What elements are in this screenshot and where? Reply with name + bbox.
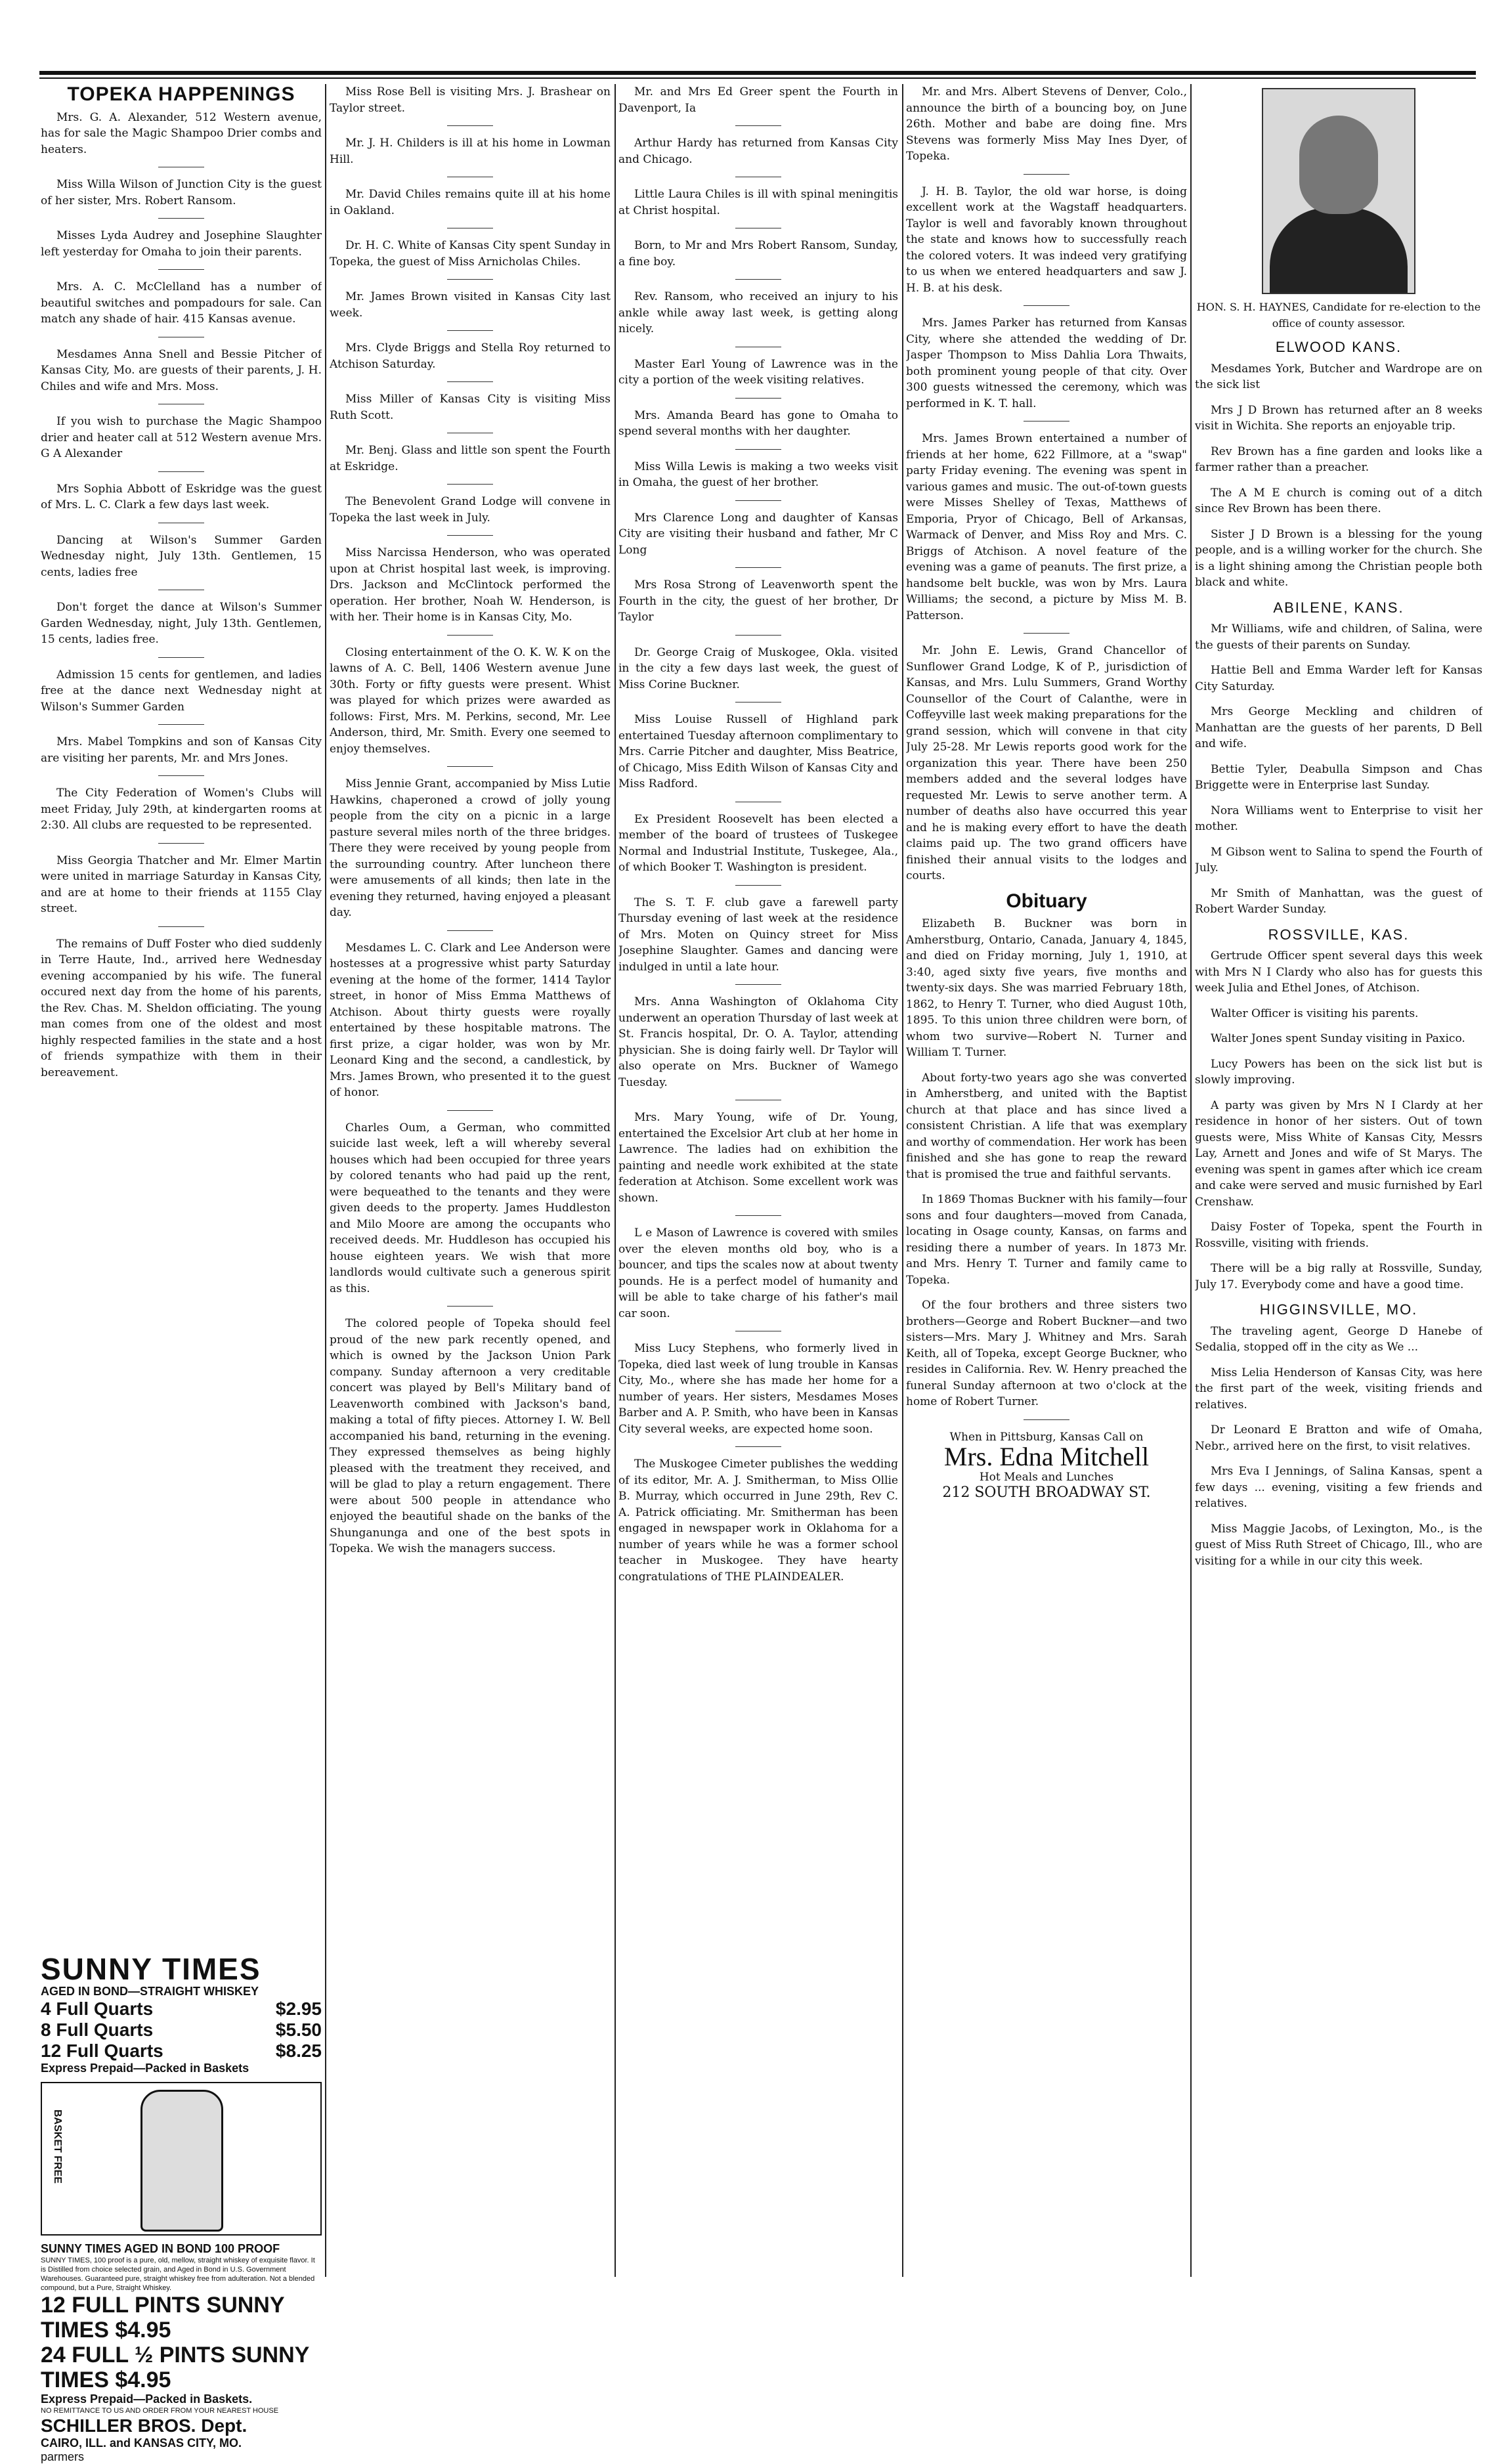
- news-item: Mr. John E. Lewis, Grand Chancellor of Sunflower Grand Lodge, K of P., jurisdiction of Kansas, and Mrs. Lulu Summers, Grand Worthy Counsellor of the Court of Calanthe, were in Coffeyville last week making preparations for the grand session, which will convene in that city July 25-28. Mr Lewis reports good work for the organization this year. There have been 250 members added and the several lodges have requested Mr. Lewis to serve another term. A number of deaths also have occurred this year and he is making every effort to have the death claims paid up. The two grand officers have finished their annual visits to the lodges and courts.: [906, 644, 1187, 882]
- news-item: Mr. and Mrs. Albert Stevens of Denver, Colo., announce the birth of a bouncing boy, on June 26th. Mother and babe are doing fine. Mrs Stevens was formerly Miss May Ines Dyer, of Topeka.: [906, 85, 1187, 163]
- separator: [735, 984, 781, 985]
- ad-offer: 12 FULL PINTS SUNNY TIMES $4.95: [41, 2293, 284, 2343]
- separator: [447, 381, 493, 382]
- separator: [158, 218, 204, 219]
- news-item: Mrs. Mary Young, wife of Dr. Young, entertained the Excelsior Art club at her home in Lawrence. The ladies had on exhibition the painting and needle work exhibited at the state federation at Atchison. Some excellent work was shown.: [618, 1111, 898, 1205]
- news-item: Misses Lyda Audrey and Josephine Slaughter left yesterday for Omaha to join their parents.: [41, 229, 322, 259]
- column-3-items: [618, 84, 898, 1585]
- news-item: Mesdames L. C. Clark and Lee Anderson were hostesses at a progressive whist party Saturday evening at the home of the former, 1414 Taylor street, in honor of Miss Emma Matthews of Atchison. About thirty guests were royally entertained by these hospitable matrons. The first prize, a cigar holder, was won by Mr. Leonard King and the second, a candlestick, by Mrs. James Brown, who presented it to the guest of honor.: [330, 941, 611, 1099]
- ad-price-row: 12 Full Quarts $8.25: [41, 2041, 322, 2061]
- ad-prepaid: Express Prepaid—Packed in Baskets.: [41, 2392, 253, 2406]
- news-item: Mrs. Mabel Tompkins and son of Kansas City are visiting her parents, Mr. and Mrs Jones.: [41, 735, 322, 765]
- news-item: Mr. and Mrs Ed Greer spent the Fourth in Davenport, Ia: [618, 85, 898, 115]
- separator: [735, 449, 781, 450]
- separator: [447, 930, 493, 931]
- news-item: The remains of Duff Foster who died suddenly in Terre Haute, Ind., arrived here Wednesday evening accompanied by his wife. The funeral occured next day from the home of his parents, the Rev. Chas. M. Sheldon officiating. The young man comes from one of the oldest and most highly respected families in the state and a host of friends sympathize with them in their bereavement.: [41, 937, 322, 1079]
- news-item: Rev Brown has a fine garden and looks like a farmer rather than a preacher.: [1195, 444, 1482, 474]
- separator: [447, 1306, 493, 1307]
- column-divider: [902, 84, 903, 2277]
- news-item: M Gibson went to Salina to spend the Fourth of July.: [1195, 845, 1482, 875]
- separator: [735, 885, 781, 886]
- separator: [447, 635, 493, 636]
- separator: [447, 279, 493, 280]
- news-item: Miss Georgia Thatcher and Mr. Elmer Martin were united in marriage Saturday in Kansas City, and are at home to their friends at 1155 Clay street.: [41, 854, 322, 915]
- news-item: Master Earl Young of Lawrence was in the city a portion of the week visiting relatives.: [618, 357, 898, 387]
- ad-price-row: 8 Full Quarts $5.50: [41, 2020, 322, 2040]
- locality-heading: ABILENE, KANS.: [1273, 599, 1404, 616]
- news-item: Daisy Foster of Topeka, spent the Fourth in Rossville, visiting with friends.: [1195, 1221, 1482, 1250]
- separator: [735, 1215, 781, 1216]
- news-item: Mrs. G. A. Alexander, 512 Western avenue, has for sale the Magic Shampoo Drier combs and heaters.: [41, 110, 322, 156]
- separator: [158, 269, 204, 270]
- news-item: Born, to Mr and Mrs Robert Ransom, Sunday, a fine boy.: [618, 239, 898, 269]
- separator: [447, 1110, 493, 1111]
- obituary-heading: Obituary: [1006, 890, 1087, 912]
- ad-title: SUNNY TIMES: [41, 1952, 261, 1986]
- advert-address: 212 SOUTH BROADWAY ST.: [942, 1484, 1151, 1501]
- separator: [735, 500, 781, 501]
- column-4: [906, 84, 1187, 2270]
- news-item: The Muskogee Cimeter publishes the wedding of its editor, Mr. A. J. Smitherman, to Miss Ollie B. Murray, which occurred in June 29th, Rev C. A. Patrick officiating. Mr. Smitherman has been engaged in newspaper work in Oklahoma for a number of years while he was a former school teacher in Muskogee. They have hearty congratulations of THE PLAINDEALER.: [618, 1458, 898, 1584]
- portrait-head: [1299, 116, 1378, 214]
- news-item: Mrs. James Brown entertained a number of friends at her home, 622 Fillmore, at a "swap" party Friday evening. The evening was spent in various games and music. The out-of-town guests were Misses Shelley of Texas, Matthews of Emporia, Pryor of Chicago, Bell of Arkansas, Warmack of Denver, and Miss Roy and Mrs. C. Briggs of Atchison. A novel feature of the evening was a game of peanuts. The first prize, a handsome belt buckle, was won by Mrs. Laura Williams; the second, a picture by Miss M. B. Patterson.: [906, 432, 1187, 622]
- news-item: Nora Williams went to Enterprise to visit her mother.: [1195, 804, 1482, 833]
- obituary-body: [906, 916, 1187, 1410]
- news-item: Mrs. Amanda Beard has gone to Omaha to spend several months with her daughter.: [618, 408, 898, 438]
- separator: [158, 843, 204, 844]
- news-item: Miss Louise Russell of Highland park entertained Tuesday afternoon complimentary to Mrs. Carrie Pitcher and daughter, Miss Beatrice, of Chicago, Miss Edith Wilson of Kansas City and Miss Radford.: [618, 713, 898, 790]
- news-item: Mrs. A. C. McClelland has a number of beautiful switches and pompadours for sale. Can match any shade of hair. 415 Kansas avenue.: [41, 280, 322, 326]
- news-item: A party was given by Mrs N I Clardy at her residence in honor of her sisters. Out of town guests were, Miss White of Kansas City, Messrs Lay, Arnett and Jones and wife of St Marys. The evening was spent in games after which ice cream and cake were served and music furnished by Earl Crenshaw.: [1195, 1098, 1482, 1209]
- news-item: Mr. Benj. Glass and little son spent the Fourth at Eskridge.: [330, 444, 611, 473]
- news-item: Miss Lelia Henderson of Kansas City, was here the first part of the week, visiting friends and relatives.: [1195, 1366, 1482, 1412]
- news-item: Lucy Powers has been on the sick list but is slowly improving.: [1195, 1057, 1482, 1087]
- news-item: There will be a big rally at Rossville, Sunday, July 17. Everybody come and have a good time.: [1195, 1262, 1482, 1291]
- column-5-items: [1195, 339, 1482, 1569]
- locality-heading: ROSSVILLE, KAS.: [1268, 926, 1410, 943]
- advert-subtitle: Hot Meals and Lunches: [979, 1470, 1114, 1484]
- advert-name: Mrs. Edna Mitchell: [943, 1442, 1150, 1471]
- whiskey-bottle-illustration: [41, 2082, 322, 2236]
- news-item: Arthur Hardy has returned from Kansas City and Chicago.: [618, 137, 898, 166]
- separator: [447, 766, 493, 767]
- news-item: Mrs. Anna Washington of Oklahoma City underwent an operation Thursday of last week at St. Francis hospital, Dr. O. A. Taylor, attending physician. She is doing fairly well. Dr Taylor will also operate on Mrs. Buckner of Wamego Tuesday.: [618, 995, 898, 1089]
- news-item: The traveling agent, George D Hanebe of Sedalia, stopped off in the city as We ...: [1195, 1324, 1482, 1354]
- news-item: Mesdames York, Butcher and Wardrope are on the sick list: [1195, 362, 1482, 391]
- masthead-rule: [39, 71, 1476, 75]
- news-item: Mrs. James Parker has returned from Kansas City, where she attended the wedding of Dr. Jasper Thompson to Miss Dahlia Lora Thwaits, both prominent young people of that city. Over 300 guests witnessed the ceremony, which was performed in K. T. hall.: [906, 316, 1187, 410]
- news-item: Mr. James Brown visited in Kansas City last week.: [330, 290, 611, 320]
- news-item: In 1869 Thomas Buckner with his family—four sons and four daughters—moved from Canada, locating in Osage county, Kansas, on farms and residing there a number of years. In 1873 Mr. and Mrs. Henry T. Turner and family came to Topeka.: [906, 1193, 1187, 1287]
- separator: [735, 567, 781, 568]
- news-item: Miss Narcissa Henderson, who was operated upon at Christ hospital last week, is improving. Drs. Jackson and McClintock performed the operation. Her brother, Noah W. Henderson, is with her. Their home is in Kansas City, Mo.: [330, 546, 611, 624]
- news-item: L e Mason of Lawrence is covered with smiles over the eleven months old boy, who is a bouncer, and tips the scales now at about twenty pounds. He is a perfect model of humanity and will be able to take charge of his father's mail car soon.: [618, 1226, 898, 1320]
- separator: [1024, 174, 1069, 175]
- separator: [1024, 633, 1069, 634]
- news-item: The Benevolent Grand Lodge will convene in Topeka the last week in July.: [330, 495, 611, 525]
- news-item: Mr. J. H. Childers is ill at his home in Lowman Hill.: [330, 137, 611, 166]
- separator: [735, 125, 781, 126]
- masthead-rule-thin: [39, 77, 1476, 79]
- separator: [735, 635, 781, 636]
- news-item: Little Laura Chiles is ill with spinal meningitis at Christ hospital.: [618, 188, 898, 217]
- news-item: Dr Leonard E Bratton and wife of Omaha, Nebr., arrived here on the first, to visit relatives.: [1195, 1423, 1482, 1453]
- locality-heading: HIGGINSVILLE, MO.: [1259, 1301, 1418, 1318]
- separator: [1024, 305, 1069, 306]
- news-item: Mesdames Anna Snell and Bessie Pitcher of Kansas City, Mo. are guests of their parents, J. H. Chiles and wife and Mrs. Moss.: [41, 347, 322, 393]
- column-2-items: [330, 84, 611, 1557]
- news-item: Dr. H. C. White of Kansas City spent Sunday in Topeka, the guest of Miss Arnicholas Chiles.: [330, 239, 611, 269]
- separator: [158, 724, 204, 725]
- locality-heading: ELWOOD KANS.: [1275, 339, 1402, 355]
- ad-prepaid: Express Prepaid—Packed in Baskets: [41, 2062, 249, 2075]
- news-item: Mr. David Chiles remains quite ill at his home in Oakland.: [330, 188, 611, 217]
- separator: [447, 330, 493, 331]
- news-item: Hattie Bell and Emma Warder left for Kansas City Saturday.: [1195, 664, 1482, 693]
- news-item: Miss Lucy Stephens, who formerly lived in Topeka, died last week of lung trouble in Kansas City, Mo., where she has made her home for a number of years. Her sisters, Mesdames Moses Barber and A. P. Smith, who have been in Kansas City several weeks, are expected home soon.: [618, 1342, 898, 1436]
- news-item: Mrs George Meckling and children of Manhattan are the guests of her parents, D Bell and wife.: [1195, 705, 1482, 750]
- news-item: Charles Oum, a German, who committed suicide last week, left a will whereby several houses which had been occupied for three years by colored tenants who had paid up the rent, were bequeathed to the tenants and they were given deeds to the property. James Huddleston and Milo Moore are among the occupants who received deeds. Mr. Huddleson has occupied his house eighteen years. We wish that more landlords would cultivate such a generous spirit as this.: [330, 1121, 611, 1295]
- news-item: Walter Officer is visiting his parents.: [1211, 1006, 1419, 1020]
- column-divider: [325, 84, 326, 2277]
- news-item: Mrs J D Brown has returned after an 8 weeks visit in Wichita. She reports an enjoyable trip.: [1195, 403, 1482, 433]
- news-item: Elizabeth B. Buckner was born in Amherstburg, Ontario, Canada, January 4, 1845, and died on Friday morning, July 1, 1910, at 3:40, aged sixty five years, five months and twenty-six days. She was married February 18th, 1862, to Henry T. Turner, who died August 10th, 1895. To this union three children were born, of whom two survive—Robert N. Turner and William T. Turner.: [906, 917, 1187, 1059]
- bottle-icon: [140, 2090, 223, 2232]
- news-item: Miss Willa Lewis is making a two weeks visit in Omaha, the guest of her brother.: [618, 460, 898, 489]
- column-1: [41, 84, 322, 1949]
- news-item: Miss Maggie Jacobs, of Lexington, Mo., is the guest of Miss Ruth Street of Chicago, Ill., who are visiting for a while in our city this week.: [1195, 1522, 1482, 1568]
- column-3: [618, 84, 898, 2270]
- news-item: Of the four brothers and three sisters two brothers—George and Robert Buckner—and two sisters—Mrs. Mary J. Whitney and Mrs. Sarah Keith, all of Topeka, except George Buckner, who resides in California. Rev. W. Henry preached the funeral Sunday afternoon at two o'clock at the home of Robert Turner.: [906, 1299, 1187, 1408]
- separator: [158, 775, 204, 776]
- section-title: TOPEKA HAPPENINGS: [67, 84, 295, 105]
- news-item: Miss Miller of Kansas City is visiting Miss Ruth Scott.: [330, 393, 611, 422]
- ad-fine-print: SUNNY TIMES, 100 proof is a pure, old, mellow, straight whiskey of exquisite flavor. It is Distilled from choice selected grain, and Aged in Bond in U.S. Government Warehouses. Guaranteed pure, straight whiskey free from adulteration. Not a blended compound, but a Pure, Straight Whiskey.: [41, 2257, 315, 2292]
- column-2: [330, 84, 611, 2270]
- portrait-photo: [1262, 88, 1415, 294]
- ad-price-row: 4 Full Quarts $2.95: [41, 1999, 322, 2019]
- column-divider: [615, 84, 616, 2277]
- news-item: The A M E church is coming out of a ditch since Rev Brown has been there.: [1195, 486, 1482, 515]
- separator: [158, 926, 204, 927]
- news-item: J. H. B. Taylor, the old war horse, is doing excellent work at the Wagstaff headquarters. Taylor is well and favorably known throughout the state and knows how to successfully reach the colored voters. It was indeed very gratifying to us when we entered headquarters and saw J. H. B. at his desk.: [906, 184, 1187, 295]
- column-divider: [1190, 84, 1192, 2277]
- ad-footer: parmers: [41, 2450, 85, 2463]
- portrait-body: [1270, 207, 1408, 294]
- portrait-caption: HON. S. H. HAYNES, Candidate for re-election to the office of county assessor.: [1196, 301, 1481, 330]
- separator: [735, 398, 781, 399]
- news-item: Mrs Rosa Strong of Leavenworth spent the Fourth in the city, the guest of her brother, Dr Taylor: [618, 578, 898, 624]
- separator: [1024, 1419, 1069, 1420]
- news-item: Walter Jones spent Sunday visiting in Paxico.: [1211, 1032, 1465, 1045]
- ad-offer: 24 FULL ½ PINTS SUNNY TIMES $4.95: [41, 2343, 309, 2392]
- news-item: Miss Rose Bell is visiting Mrs. J. Brashear on Taylor street.: [330, 85, 611, 115]
- news-item: Mr Williams, wife and children, of Salina, were the guests of their parents on Sunday.: [1195, 622, 1482, 652]
- separator: [447, 484, 493, 485]
- news-item: About forty-two years ago she was converted in Amherstberg, and united with the Baptist church at that place and has since lived a consistent Christian. A life that was exemplary and worthy of commendation. Her work has been finished and she has gone to reap the reward that is promised the true and faithful servants.: [906, 1071, 1187, 1181]
- separator: [735, 1446, 781, 1447]
- separator: [158, 657, 204, 658]
- news-item: Don't forget the dance at Wilson's Summer Garden Wednesday, night, July 13th. Gentlemen, 15 cents, ladies free.: [41, 601, 322, 646]
- ad-tagline: AGED IN BOND—STRAIGHT WHISKEY: [41, 1985, 259, 1998]
- news-item: Gertrude Officer spent several days this week with Mrs N I Clardy who also has for guests this week Julia and Ethel Jones, of Atchison.: [1195, 949, 1482, 995]
- news-item: Mrs Sophia Abbott of Eskridge was the guest of Mrs. L. C. Clark a few days last week.: [41, 482, 322, 511]
- news-item: Mrs Clarence Long and daughter of Kansas City are visiting their husband and father, Mr C Long: [618, 511, 898, 557]
- news-item: Miss Jennie Grant, accompanied by Miss Lutie Hawkins, chaperoned a crowd of jolly young people from the city on a picnic in a large pasture several miles north of the three bridges. There they were received by young people from the surrounding country. After luncheon there were amusements of all kinds; then late in the evening they returned, having enjoyed a pleasant day.: [330, 777, 611, 919]
- news-item: Bettie Tyler, Deabulla Simpson and Chas Briggette were in Enterprise last Sunday.: [1195, 762, 1482, 792]
- news-item: Miss Willa Wilson of Junction City is the guest of her sister, Mrs. Robert Ransom.: [41, 178, 322, 207]
- news-item: Mr Smith of Manhattan, was the guest of Robert Warder Sunday.: [1195, 886, 1482, 916]
- news-item: The City Federation of Women's Clubs will meet Friday, July 29th, at kindergarten rooms at 2:30. All clubs are requested to be represented.: [41, 787, 322, 832]
- news-item: Closing entertainment of the O. K. W. K on the lawns of A. C. Bell, 1406 Western avenue June 30th. Forty or fifty guests were present. Whist was played for which prizes were awarded as follows: First, Mrs. M. Perkins, second, Mr. Lee Anderson, third, Mr. Smith. Every one seemed to enjoy themselves.: [330, 645, 611, 756]
- separator: [735, 279, 781, 280]
- news-item: Dr. George Craig of Muskogee, Okla. visited in the city a few days last week, the guest of Miss Corine Buckner.: [618, 645, 898, 691]
- whiskey-advertisement: [41, 1952, 322, 2463]
- column-4-items: [906, 84, 1187, 884]
- ad-firm: SCHILLER BROS. Dept.: [41, 2415, 248, 2436]
- ad-place: CAIRO, ILL. and KANSAS CITY, MO.: [41, 2436, 242, 2450]
- basket-free-label: BASKET FREE: [52, 2109, 63, 2184]
- news-item: If you wish to purchase the Magic Shampoo drier and heater call at 512 Western avenue Mrs. G A Alexander: [41, 415, 322, 460]
- separator: [158, 471, 204, 472]
- advert-line: When in Pittsburg, Kansas Call on: [949, 1430, 1144, 1444]
- news-item: The S. T. F. club gave a farewell party Thursday evening of last week at the residence of Mrs. Moten on Quincy street for Miss Josephine Slaughter. Games and dancing were indulged in until a late hour.: [618, 896, 898, 974]
- news-item: Dancing at Wilson's Summer Garden Wednesday night, July 13th. Gentlemen, 15 cents, ladies free: [41, 533, 322, 579]
- news-item: Mrs Eva I Jennings, of Salina Kansas, spent a few days ... evening, visiting a few friends and relatives.: [1195, 1465, 1482, 1510]
- news-item: Rev. Ransom, who received an injury to his ankle while away last week, is getting along nicely.: [618, 290, 898, 335]
- news-item: Admission 15 cents for gentlemen, and ladies free at the dance next Wednesday night at Wilson's Summer Garden: [41, 668, 322, 714]
- news-item: Sister J D Brown is a blessing for the young people, and is a willing worker for the church. She is a light shining among the Christian people both black and white.: [1195, 527, 1482, 589]
- column-1-items: [41, 110, 322, 1081]
- news-item: Ex President Roosevelt has been elected a member of the board of trustees of Tuskegee Normal and Industrial Institute, Tuskegee, Ala., of which Booker T. Washington is president.: [618, 812, 898, 874]
- news-item: Mrs. Clyde Briggs and Stella Roy returned to Atchison Saturday.: [330, 341, 611, 371]
- column-5: [1195, 84, 1482, 2270]
- ad-remit: NO REMITTANCE TO US AND ORDER FROM YOUR NEAREST HOUSE: [41, 2407, 279, 2415]
- separator: [447, 535, 493, 536]
- separator: [447, 125, 493, 126]
- news-item: The colored people of Topeka should feel proud of the new park recently opened, and which is owned by the Jackson Union Park company. Sunday afternoon a very creditable concert was played by Bell's Military band of Leavenworth combined with Jackson's band, making a total of fifty pieces. Attorney I. W. Bell accompanied his band, returning in the evening. They expressed themselves as being highly pleased with the treatment they received, and will be glad to play a return engagement. There were about 500 people in attendance who enjoyed the beautiful shade on the banks of the Shunganunga and one of the best spots in Topeka. We wish the managers success.: [330, 1317, 611, 1555]
- ad-proof: SUNNY TIMES AGED IN BOND 100 PROOF: [41, 2242, 280, 2255]
